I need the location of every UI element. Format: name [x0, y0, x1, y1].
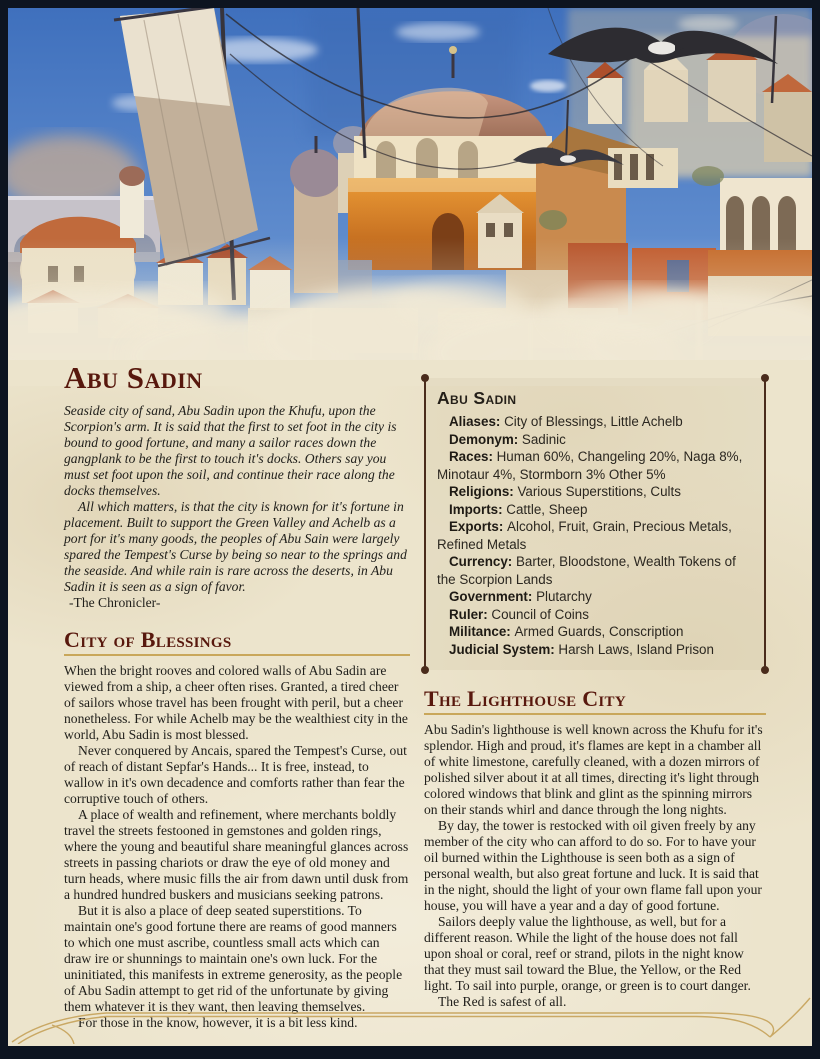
- city-of-blessings-body: [64, 663, 410, 1031]
- paragraph: All which matters, is that the city is known for it's fortune in placement. Built to support the Green Valley and Achelb as a port for it's many goods, the peoples of Abu Sain were largely spared the Tempest's Curse by being so near to the springs and the seaside. And while rain is rare across the deserts, in Abu Sadin it is seen as a sign of favor.: [64, 499, 407, 594]
- statblock-field: Exports: Alcohol, Fruit, Grain, Precious Metals, Refined Metals: [437, 519, 732, 552]
- statblock-field: Demonym: Sadinic: [449, 431, 566, 447]
- paragraph: Sailors deeply value the lighthouse, as well, but for a different reason. While the light of the house does not fall upon shoal or coral, reef or strand, pilots in the night know that they must sail toward the Blue, the Yellow, or the Red light. To sail into purple, orange, or green is to court danger.: [424, 914, 751, 993]
- statblock-field-label: Races:: [449, 449, 497, 464]
- statblock-corner-dot: [421, 666, 429, 674]
- paragraph: But it is also a place of deep seated superstitions. To maintain one's good fortune there are reams of good manners to which one must ascribe, countless small acts which can draw ire or shunnings to maintain one's own luck. For the uninitiated, this manifests in extreme generosity, as the people of Abu Sadin attempt to get rid of the unfortunate by giving them whatever it is they want, then leaving themselves.: [64, 903, 403, 1014]
- statblock-corner-dot: [421, 374, 429, 382]
- statblock-field-label: Exports:: [449, 519, 508, 534]
- paragraph: Abu Sadin's lighthouse is well known across the Khufu for it's splendor. High and proud, it's flames are kept in a chamber all of white limestone, carefully cleaned, with a dozen mirrors of polished silver about it at all times, directing it's light through colored windows that blink and glint as the spinning mirrors on their stands whirl and dance through the long nights.: [424, 722, 763, 817]
- section-heading-city-of-blessings: City of Blessings: [64, 626, 410, 656]
- left-column: [64, 360, 410, 1031]
- paragraph: For those in the know, however, it is a bit less kind.: [78, 1015, 358, 1030]
- attribution: -The Chronicler-: [69, 595, 161, 610]
- city-painting: [8, 8, 812, 386]
- paragraph: When the bright rooves and colored walls of Abu Sadin are viewed from a ship, a cheer often rises. Granted, a tired cheer of sailors whose travel has been frought with peril, but a cheer nonetheless. For while Achelb may be the wealthiest city in the world, Abu Sadin is most blessed.: [64, 663, 408, 742]
- statblock-field: Aliases: City of Blessings, Little Achelb: [449, 414, 683, 429]
- statblock-field-label: Ruler:: [449, 606, 492, 622]
- paragraph: The Red is safest of all.: [438, 994, 567, 1009]
- paragraph: A place of wealth and refinement, where merchants boldly travel the streets festooned in gemstones and golden rings, where the young and beautiful share meaningful glances across streets in passing chariots or draw the eye of old money and turn heads, where music fills the air from dawn until dusk from a hundred hundred buskers and musicians seeking patrons.: [64, 807, 409, 902]
- paragraph: Never conquered by Ancais, spared the Tempest's Curse, out of reach of distant Sepfar's Hands... It is free, instead, to wallow in it's own decadence and comforts rather than fear the corruptive touch of others.: [64, 743, 407, 806]
- statblock-field-label: Demonym:: [449, 431, 522, 447]
- statblock-field-label: Religions:: [449, 484, 518, 499]
- statblock-field: Currency: Barter, Bloodstone, Wealth Tokens of the Scorpion Lands: [437, 554, 736, 587]
- document-page: [8, 8, 812, 1046]
- footer-flourish: [8, 990, 812, 1044]
- statblock-corner-dot: [761, 374, 769, 382]
- lighthouse-city-body: [424, 722, 766, 1010]
- statblock-corner-dot: [761, 666, 769, 674]
- statblock-field: Religions: Various Superstitions, Cults: [449, 484, 681, 499]
- city-statblock: [424, 378, 766, 670]
- statblock-field: Government: Plutarchy: [449, 589, 592, 604]
- statblock-field-label: Aliases:: [449, 414, 505, 429]
- section-heading-lighthouse-city: The Lighthouse City: [424, 685, 766, 715]
- statblock-fields: [437, 413, 753, 658]
- flavor-text: [64, 403, 410, 595]
- statblock-field: Militance: Armed Guards, Conscription: [449, 624, 684, 639]
- right-column: [424, 360, 766, 1010]
- statblock-field-label: Militance:: [449, 624, 515, 639]
- statblock-field-label: Government:: [449, 589, 537, 604]
- statblock-field: Judicial System: Harsh Laws, Island Prison: [449, 641, 714, 657]
- page-title: Abu Sadin: [64, 360, 203, 395]
- statblock-field: Imports: Cattle, Sheep: [449, 501, 588, 517]
- statblock-field: Races: Human 60%, Changeling 20%, Naga 8%, Minotaur 4%, Stormborn 3% Other 5%: [437, 449, 743, 482]
- statblock-field-label: Judicial System:: [449, 641, 559, 657]
- statblock-field-label: Currency:: [449, 554, 516, 569]
- paragraph: Seaside city of sand, Abu Sadin upon the Khufu, upon the Scorpion's arm. It is said that the first to set foot in the city is bound to good fortune, and many a sailor races down the gangplank to be the first to touch it's docks. Others say you must set foot upon the soil, and continue their race along the docks themselves.: [64, 403, 397, 498]
- statblock-field: Ruler: Council of Coins: [449, 606, 589, 622]
- statblock-field-label: Imports:: [449, 501, 507, 517]
- statblock-title: Abu Sadin: [437, 388, 517, 408]
- paragraph: By day, the tower is restocked with oil given freely by any member of the city who can afford to do so. For to have your oil burned within the Lighthouse is seen both as a sign of personal wealth, but also great fortune and luck. It is said that in the night, should the light of your own flame fall upon your house, you will have a year and a day of good fortune.: [424, 818, 762, 913]
